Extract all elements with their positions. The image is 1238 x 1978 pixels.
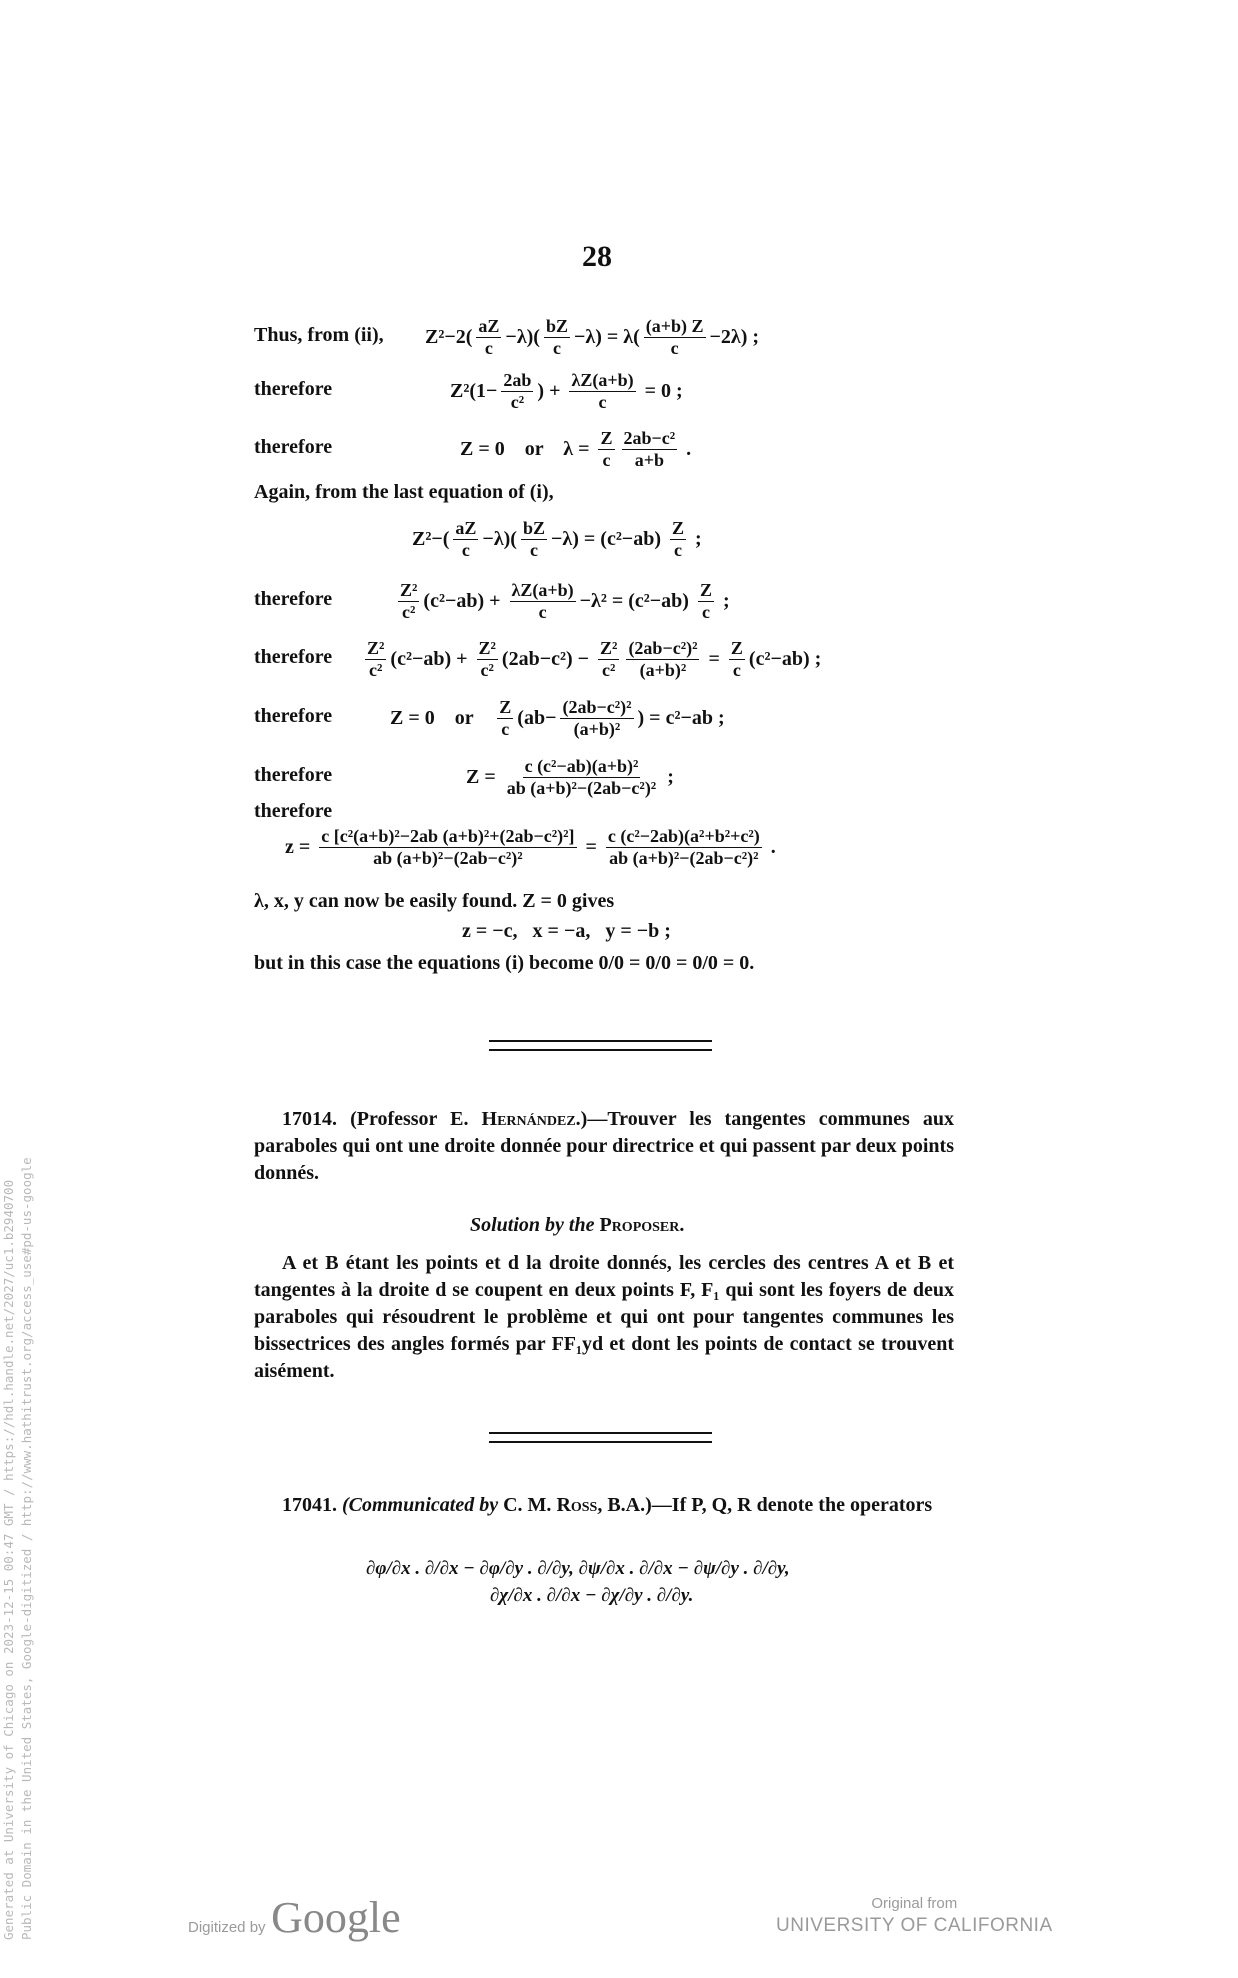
- math-line-label: therefore: [254, 646, 333, 668]
- equation-term: −λ)(: [505, 325, 540, 348]
- denominator: c: [602, 449, 611, 470]
- equation-term: (c²−ab) +: [423, 589, 506, 612]
- fraction: [622, 428, 678, 470]
- fraction: [521, 518, 547, 560]
- numerator: (a+b) Z: [645, 316, 704, 336]
- numerator: Z: [699, 580, 712, 600]
- denominator: ab (a+b)²−(2ab−c²)²: [506, 777, 657, 798]
- equation-term: ;: [662, 765, 674, 788]
- math-line-label: therefore: [254, 588, 333, 610]
- problem-number: 17014.: [282, 1108, 337, 1130]
- fraction: [544, 316, 570, 358]
- numerator: Z: [672, 518, 685, 538]
- equation-term: (c²−ab) +: [390, 647, 473, 670]
- equation-term: .: [681, 437, 692, 460]
- numerator: Z: [600, 428, 613, 448]
- equation: [412, 518, 702, 560]
- equation: [362, 638, 821, 680]
- problem-number: 17041.: [282, 1494, 337, 1516]
- watermark-line-2: Public Domain in the United States, Google-digitized / http://www.hathitrust.org/access_use#pd-us-google: [19, 1157, 34, 1940]
- denominator: a+b: [634, 449, 664, 470]
- google-logo: Google: [271, 1893, 401, 1942]
- equation-term: Z²(1−: [450, 379, 498, 402]
- numerator: λZ(a+b): [511, 580, 574, 600]
- numerator: 2ab−c²: [623, 428, 676, 448]
- author-close: , B.A.)—: [597, 1494, 672, 1516]
- page-number: 28: [582, 240, 612, 273]
- fraction: [510, 580, 576, 622]
- fraction: [569, 370, 635, 412]
- math-line-label: Thus, from (ii),: [254, 324, 384, 346]
- fraction: [560, 697, 633, 739]
- equation-term: =: [580, 835, 602, 858]
- fraction: [606, 826, 762, 868]
- section-divider: [489, 1040, 712, 1051]
- section-divider: [489, 1432, 712, 1443]
- numerator: c (c²−ab)(a+b)²: [524, 756, 639, 776]
- equation-term: z = −c, x = −a, y = −b ;: [462, 920, 671, 942]
- equation: [395, 580, 730, 622]
- equation-term: Z²−(: [412, 527, 450, 550]
- denominator: c: [598, 391, 607, 412]
- equation-term: ) +: [537, 379, 566, 402]
- denominator: c: [538, 601, 547, 622]
- solution-text: A et B étant les points et d la droite donnés, les cercles des centres A et B et tangentes à la droite d se coupent en deux points F, F₁ qui sont les foyers de deux paraboles qui résoudrent le problème et qui ont pour tangentes communes les bissectrices des angles formés par FF₁yd et dont les points de contact se trouvent aisément.: [254, 1252, 954, 1382]
- denominator: c: [501, 718, 510, 739]
- fraction: [476, 316, 501, 358]
- google-digitized-mark: [188, 1892, 401, 1943]
- original-from-label: Original from: [871, 1895, 958, 1912]
- solution-author: Proposer.: [599, 1214, 685, 1236]
- equation-term: ;: [717, 589, 730, 612]
- problem-text: If P, Q, R denote the operators: [671, 1494, 933, 1516]
- math-line-label: therefore: [254, 436, 333, 458]
- denominator: c: [552, 337, 561, 358]
- math-line-label: but in this case the equations (i) become 0/0 = 0/0 = 0/0 = 0.: [254, 952, 755, 974]
- fraction: [505, 756, 658, 798]
- numerator: Z²: [367, 638, 385, 658]
- numerator: 2ab: [503, 370, 532, 390]
- equation-term: .: [765, 835, 776, 858]
- institution-name: UNIVERSITY OF CALIFORNIA: [776, 1915, 1053, 1936]
- digitized-by-text: Digitized by: [188, 1919, 266, 1936]
- access-watermark: [0, 1157, 36, 1940]
- fraction: [501, 370, 533, 412]
- denominator: (a+b)²: [573, 718, 621, 739]
- equation-term: (2ab−c²) −: [501, 647, 595, 670]
- math-line-label: Again, from the last equation of (i),: [254, 481, 554, 503]
- denominator: c²: [510, 391, 525, 412]
- denominator: c²: [402, 601, 416, 622]
- math-line-label: therefore: [254, 764, 333, 786]
- original-source: [776, 1893, 1053, 1937]
- fraction: [698, 580, 714, 622]
- numerator: Z: [499, 697, 512, 717]
- fraction: [598, 428, 614, 470]
- equation: [462, 920, 671, 943]
- denominator: (a+b)²: [639, 659, 687, 680]
- numerator: bZ: [522, 518, 545, 538]
- fraction: [398, 580, 419, 622]
- equation-term: Z²−2(: [425, 325, 473, 348]
- numerator: Z²: [478, 638, 496, 658]
- fraction: [670, 518, 686, 560]
- math-line-label: therefore: [254, 378, 333, 400]
- fraction: [497, 697, 513, 739]
- denominator: c: [701, 601, 710, 622]
- equation-term: ;: [690, 527, 702, 550]
- solution-label: Solution by the: [470, 1214, 595, 1236]
- fraction: [626, 638, 699, 680]
- communicated-label: (Communicated by: [342, 1494, 499, 1516]
- numerator: aZ: [478, 316, 500, 336]
- equation: [460, 428, 691, 470]
- equation: [390, 697, 725, 739]
- operator-line-2: ∂χ/∂x . ∂/∂x − ∂χ/∂y . ∂/∂y.: [490, 1585, 694, 1606]
- numerator: c (c²−2ab)(a²+b²+c²): [607, 826, 760, 846]
- problem-17014: [254, 1106, 954, 1187]
- author-name: Ross: [556, 1494, 598, 1516]
- denominator: c: [461, 539, 470, 560]
- author-close: .)—: [575, 1108, 608, 1130]
- math-line-label: λ, x, y can now be easily found. Z = 0 gives: [254, 890, 615, 912]
- author-name: Hernández: [481, 1108, 576, 1130]
- numerator: λZ(a+b): [571, 370, 634, 390]
- fraction: [598, 638, 619, 680]
- equation-term: −λ) = λ(: [574, 325, 640, 348]
- numerator: aZ: [455, 518, 477, 538]
- fraction: [729, 638, 745, 680]
- equation: [466, 756, 674, 798]
- equation-term: (c²−ab) ;: [748, 647, 822, 670]
- equation: [425, 316, 759, 358]
- denominator: ab (a+b)²−(2ab−c²)²: [609, 847, 759, 868]
- equation: [450, 370, 683, 412]
- equation-term: Z = 0 or λ =: [460, 437, 595, 460]
- problem-17041: [254, 1492, 954, 1519]
- equation-term: z =: [285, 835, 316, 858]
- numerator: c [c²(a+b)²−2ab (a+b)²+(2ab−c²)²]: [321, 826, 575, 846]
- denominator: c: [484, 337, 493, 358]
- equation-term: (ab−: [517, 706, 557, 729]
- equation-term: −λ)(: [482, 527, 517, 550]
- equation-term: −λ) = (c²−ab): [551, 527, 666, 550]
- equation-term: −2λ) ;: [709, 325, 760, 348]
- fraction: [365, 638, 386, 680]
- denominator: ab (a+b)²−(2ab−c²)²: [373, 847, 523, 868]
- solution-heading: [470, 1214, 684, 1237]
- equation-term: Z =: [466, 765, 501, 788]
- denominator: c: [674, 539, 682, 560]
- author: C. M.: [498, 1494, 557, 1516]
- equation-term: −λ² = (c²−ab): [579, 589, 694, 612]
- problem-text: Trouver les tangentes communes aux paraboles qui ont une droite donnée pour directrice et qui passent par deux points donnés.: [254, 1108, 954, 1184]
- denominator: c: [732, 659, 741, 680]
- numerator: (2ab−c²)²: [628, 638, 698, 658]
- math-line-label: therefore: [254, 705, 333, 727]
- fraction: [453, 518, 478, 560]
- equation-term: =: [703, 647, 725, 670]
- watermark-line-1: Generated at University of Chicago on 2023-12-15 00:47 GMT / https://hdl.handle.net/2027/uc1.b2940700: [1, 1179, 16, 1940]
- denominator: c²: [602, 659, 616, 680]
- author-open: (Professor E.: [350, 1108, 482, 1130]
- math-line-label: therefore: [254, 800, 333, 822]
- fraction: [644, 316, 706, 358]
- denominator: c²: [369, 659, 383, 680]
- equation: [285, 826, 776, 868]
- equation-term: Z = 0 or: [390, 706, 494, 729]
- fraction: [319, 826, 576, 868]
- numerator: bZ: [545, 316, 568, 336]
- fraction: [477, 638, 498, 680]
- denominator: c: [529, 539, 538, 560]
- denominator: c²: [480, 659, 494, 680]
- numerator: Z: [730, 638, 743, 658]
- numerator: (2ab−c²)²: [562, 697, 632, 717]
- denominator: c: [670, 337, 679, 358]
- numerator: Z²: [400, 580, 418, 600]
- equation-term: = 0 ;: [639, 379, 683, 402]
- equation-term: ) = c²−ab ;: [637, 706, 725, 729]
- numerator: Z²: [600, 638, 618, 658]
- operator-line-1: ∂φ/∂x . ∂/∂x − ∂φ/∂y . ∂/∂y, ∂ψ/∂x . ∂/∂x − ∂ψ/∂y . ∂/∂y,: [366, 1558, 790, 1579]
